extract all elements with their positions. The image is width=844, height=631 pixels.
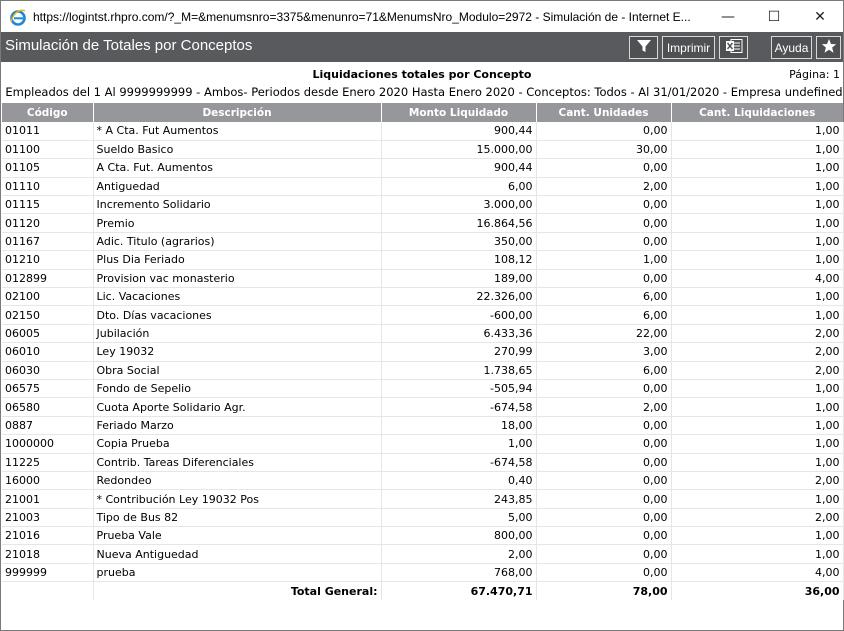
cell-monto: 15.000,00 xyxy=(381,140,536,158)
filter-button[interactable] xyxy=(629,36,658,59)
help-button[interactable]: Ayuda xyxy=(771,36,812,59)
cell-monto: 18,00 xyxy=(381,416,536,434)
cell-liquidaciones: 1,00 xyxy=(671,416,843,434)
cell-codigo: 012899 xyxy=(2,269,93,287)
cell-unidades: 0,00 xyxy=(536,196,671,214)
cell-monto: 189,00 xyxy=(381,269,536,287)
cell-unidades: 0,00 xyxy=(536,159,671,177)
cell-codigo: 01115 xyxy=(2,196,93,214)
cell-unidades: 6,00 xyxy=(536,361,671,379)
cell-liquidaciones: 1,00 xyxy=(671,435,843,453)
print-button[interactable]: Imprimir xyxy=(662,36,715,59)
cell-unidades: 0,00 xyxy=(536,508,671,526)
cell-descripcion: Copia Prueba xyxy=(93,435,381,453)
report-header xyxy=(1,66,843,102)
cell-codigo: 21016 xyxy=(2,527,93,545)
cell-codigo: 06010 xyxy=(2,343,93,361)
report-title: Liquidaciones totales por Concepto xyxy=(312,68,532,81)
table-row[interactable] xyxy=(2,140,843,158)
cell-codigo: 02100 xyxy=(2,288,93,306)
cell-codigo: 02150 xyxy=(2,306,93,324)
table-row[interactable] xyxy=(2,251,843,269)
table-row[interactable] xyxy=(2,122,843,140)
cell-descripcion: Incremento Solidario xyxy=(93,196,381,214)
cell-monto: 900,44 xyxy=(381,122,536,140)
cell-monto: 1,00 xyxy=(381,435,536,453)
cell-codigo: 01105 xyxy=(2,159,93,177)
cell-liquidaciones: 1,00 xyxy=(671,232,843,250)
totals-table xyxy=(2,103,844,600)
cell-monto: 22.326,00 xyxy=(381,288,536,306)
cell-unidades: 30,00 xyxy=(536,140,671,158)
cell-codigo: 06005 xyxy=(2,324,93,342)
cell-liquidaciones: 1,00 xyxy=(671,251,843,269)
cell-monto: 350,00 xyxy=(381,232,536,250)
table-row[interactable] xyxy=(2,214,843,232)
cell-unidades: 3,00 xyxy=(536,343,671,361)
cell-liquidaciones: 1,00 xyxy=(671,545,843,563)
cell-descripcion: Tipo de Bus 82 xyxy=(93,508,381,526)
cell-codigo: 21001 xyxy=(2,490,93,508)
column-header[interactable]: Código xyxy=(2,103,93,122)
filter-icon xyxy=(636,38,652,57)
column-header[interactable]: Cant. Liquidaciones xyxy=(671,103,843,122)
table-row[interactable] xyxy=(2,361,843,379)
table-row[interactable] xyxy=(2,324,843,342)
table-row[interactable] xyxy=(2,398,843,416)
cell-descripcion: Provision vac monasterio xyxy=(93,269,381,287)
cell-monto: 0,40 xyxy=(381,471,536,489)
cell-codigo: 06030 xyxy=(2,361,93,379)
cell-liquidaciones: 2,00 xyxy=(671,324,843,342)
cell-codigo: 06575 xyxy=(2,379,93,397)
cell-codigo: 21003 xyxy=(2,508,93,526)
cell-monto: 16.864,56 xyxy=(381,214,536,232)
cell-descripcion: Obra Social xyxy=(93,361,381,379)
table-row[interactable] xyxy=(2,471,843,489)
column-header[interactable]: Cant. Unidades xyxy=(536,103,671,122)
table-row[interactable] xyxy=(2,527,843,545)
cell-liquidaciones: 1,00 xyxy=(671,398,843,416)
table-row[interactable] xyxy=(2,232,843,250)
cell-unidades: 0,00 xyxy=(536,269,671,287)
cell-liquidaciones: 1,00 xyxy=(671,122,843,140)
cell-descripcion: Antiguedad xyxy=(93,177,381,195)
table-row[interactable] xyxy=(2,159,843,177)
export-excel-button[interactable] xyxy=(719,36,748,59)
cell-liquidaciones: 1,00 xyxy=(671,214,843,232)
cell-liquidaciones: 1,00 xyxy=(671,159,843,177)
cell-codigo: 01110 xyxy=(2,177,93,195)
cell-liquidaciones: 4,00 xyxy=(671,563,843,581)
cell-descripcion: Dto. Días vacaciones xyxy=(93,306,381,324)
minimize-button[interactable]: — xyxy=(721,8,735,25)
cell-unidades: 0,00 xyxy=(536,527,671,545)
cell-descripcion: Ley 19032 xyxy=(93,343,381,361)
cell-unidades: 0,00 xyxy=(536,471,671,489)
cell-descripcion: Sueldo Basico xyxy=(93,140,381,158)
cell-unidades: 0,00 xyxy=(536,435,671,453)
cell-codigo: 01210 xyxy=(2,251,93,269)
cell-descripcion: Contrib. Tareas Diferenciales xyxy=(93,453,381,471)
cell-descripcion: * Contribución Ley 19032 Pos xyxy=(93,490,381,508)
cell-descripcion: prueba xyxy=(93,563,381,581)
cell-liquidaciones: 1,00 xyxy=(671,306,843,324)
total-spacer xyxy=(2,582,93,600)
total-label: Total General: xyxy=(93,582,381,600)
column-header[interactable]: Monto Liquidado xyxy=(381,103,536,122)
cell-descripcion: Prueba Vale xyxy=(93,527,381,545)
cell-codigo: 11225 xyxy=(2,453,93,471)
cell-liquidaciones: 4,00 xyxy=(671,269,843,287)
cell-codigo: 1000000 xyxy=(2,435,93,453)
cell-liquidaciones: 1,00 xyxy=(671,288,843,306)
cell-monto: 6.433,36 xyxy=(381,324,536,342)
cell-unidades: 0,00 xyxy=(536,563,671,581)
cell-unidades: 0,00 xyxy=(536,232,671,250)
table-row[interactable] xyxy=(2,269,843,287)
cell-descripcion: Premio xyxy=(93,214,381,232)
cell-unidades: 0,00 xyxy=(536,214,671,232)
cell-unidades: 0,00 xyxy=(536,416,671,434)
table-row[interactable] xyxy=(2,177,843,195)
cell-unidades: 22,00 xyxy=(536,324,671,342)
cell-monto: -674,58 xyxy=(381,453,536,471)
cell-liquidaciones: 1,00 xyxy=(671,177,843,195)
column-header[interactable]: Descripción xyxy=(93,103,381,122)
toolbar xyxy=(625,36,841,59)
table-row[interactable] xyxy=(2,343,843,361)
page-title: Simulación de Totales por Conceptos xyxy=(5,36,253,54)
maximize-button[interactable]: ☐ xyxy=(767,8,781,25)
star-icon xyxy=(821,38,837,57)
cell-liquidaciones: 2,00 xyxy=(671,361,843,379)
cell-unidades: 0,00 xyxy=(536,122,671,140)
cell-descripcion: Redondeo xyxy=(93,471,381,489)
total-monto: 67.470,71 xyxy=(381,582,536,600)
total-unidades: 78,00 xyxy=(536,582,671,600)
cell-monto: 2,00 xyxy=(381,545,536,563)
cell-codigo: 0887 xyxy=(2,416,93,434)
table-row[interactable] xyxy=(2,435,843,453)
table-row[interactable] xyxy=(2,453,843,471)
table-row[interactable] xyxy=(2,416,843,434)
cell-monto: 108,12 xyxy=(381,251,536,269)
cell-descripcion: Fondo de Sepelio xyxy=(93,379,381,397)
cell-descripcion: Feriado Marzo xyxy=(93,416,381,434)
table-row[interactable] xyxy=(2,379,843,397)
table-row[interactable] xyxy=(2,563,843,581)
cell-descripcion: Cuota Aporte Solidario Agr. xyxy=(93,398,381,416)
cell-monto: -505,94 xyxy=(381,379,536,397)
cell-monto: 5,00 xyxy=(381,508,536,526)
cell-liquidaciones: 1,00 xyxy=(671,140,843,158)
cell-liquidaciones: 1,00 xyxy=(671,527,843,545)
cell-codigo: 01100 xyxy=(2,140,93,158)
cell-descripcion: A Cta. Fut. Aumentos xyxy=(93,159,381,177)
app-header xyxy=(1,32,843,62)
table-row[interactable] xyxy=(2,196,843,214)
cell-liquidaciones: 2,00 xyxy=(671,471,843,489)
table-row[interactable] xyxy=(2,545,843,563)
cell-liquidaciones: 1,00 xyxy=(671,490,843,508)
cell-unidades: 2,00 xyxy=(536,177,671,195)
excel-icon xyxy=(725,38,743,57)
cell-liquidaciones: 1,00 xyxy=(671,453,843,471)
report-subtitle: Empleados del 1 Al 9999999999 - Ambos- Periodos desde Enero 2020 Hasta Enero 2020 - Conceptos: Todos - Al 31/01/2020 - Empresa undefined xyxy=(5,85,843,99)
cell-codigo: 16000 xyxy=(2,471,93,489)
cell-liquidaciones: 1,00 xyxy=(671,196,843,214)
cell-codigo: 999999 xyxy=(2,563,93,581)
cell-descripcion: * A Cta. Fut Aumentos xyxy=(93,122,381,140)
cell-monto: 6,00 xyxy=(381,177,536,195)
table-header-row xyxy=(2,103,843,122)
cell-unidades: 0,00 xyxy=(536,379,671,397)
favorite-button[interactable] xyxy=(816,36,841,59)
cell-monto: 243,85 xyxy=(381,490,536,508)
cell-monto: 1.738,65 xyxy=(381,361,536,379)
cell-unidades: 1,00 xyxy=(536,251,671,269)
close-button[interactable]: ✕ xyxy=(814,8,826,25)
table-row[interactable] xyxy=(2,288,843,306)
window-titlebar xyxy=(1,1,843,32)
cell-codigo: 06580 xyxy=(2,398,93,416)
cell-unidades: 2,00 xyxy=(536,398,671,416)
cell-descripcion: Lic. Vacaciones xyxy=(93,288,381,306)
total-liquidaciones: 36,00 xyxy=(671,582,843,600)
cell-unidades: 0,00 xyxy=(536,545,671,563)
cell-monto: 800,00 xyxy=(381,527,536,545)
cell-liquidaciones: 2,00 xyxy=(671,343,843,361)
cell-monto: 768,00 xyxy=(381,563,536,581)
cell-descripcion: Jubilación xyxy=(93,324,381,342)
table-row[interactable] xyxy=(2,508,843,526)
cell-monto: 270,99 xyxy=(381,343,536,361)
cell-unidades: 0,00 xyxy=(536,453,671,471)
cell-monto: 900,44 xyxy=(381,159,536,177)
cell-liquidaciones: 2,00 xyxy=(671,508,843,526)
cell-monto: -674,58 xyxy=(381,398,536,416)
cell-monto: -600,00 xyxy=(381,306,536,324)
cell-codigo: 21018 xyxy=(2,545,93,563)
cell-descripcion: Adic. Titulo (agrarios) xyxy=(93,232,381,250)
cell-liquidaciones: 1,00 xyxy=(671,379,843,397)
cell-codigo: 01011 xyxy=(2,122,93,140)
cell-descripcion: Nueva Antiguedad xyxy=(93,545,381,563)
table-row[interactable] xyxy=(2,490,843,508)
cell-codigo: 01167 xyxy=(2,232,93,250)
cell-monto: 3.000,00 xyxy=(381,196,536,214)
total-row xyxy=(2,582,843,600)
table-row[interactable] xyxy=(2,306,843,324)
cell-unidades: 6,00 xyxy=(536,288,671,306)
cell-descripcion: Plus Dia Feriado xyxy=(93,251,381,269)
internet-explorer-icon xyxy=(9,8,27,26)
cell-codigo: 01120 xyxy=(2,214,93,232)
window-title: https://logintst.rhpro.com/?_M=&menumsnro=3375&menunro=71&MenumsNro_Modulo=2972 - Simulación de - Internet E... xyxy=(33,9,691,24)
cell-unidades: 0,00 xyxy=(536,490,671,508)
page-number: Página: 1 xyxy=(789,68,840,81)
cell-unidades: 6,00 xyxy=(536,306,671,324)
